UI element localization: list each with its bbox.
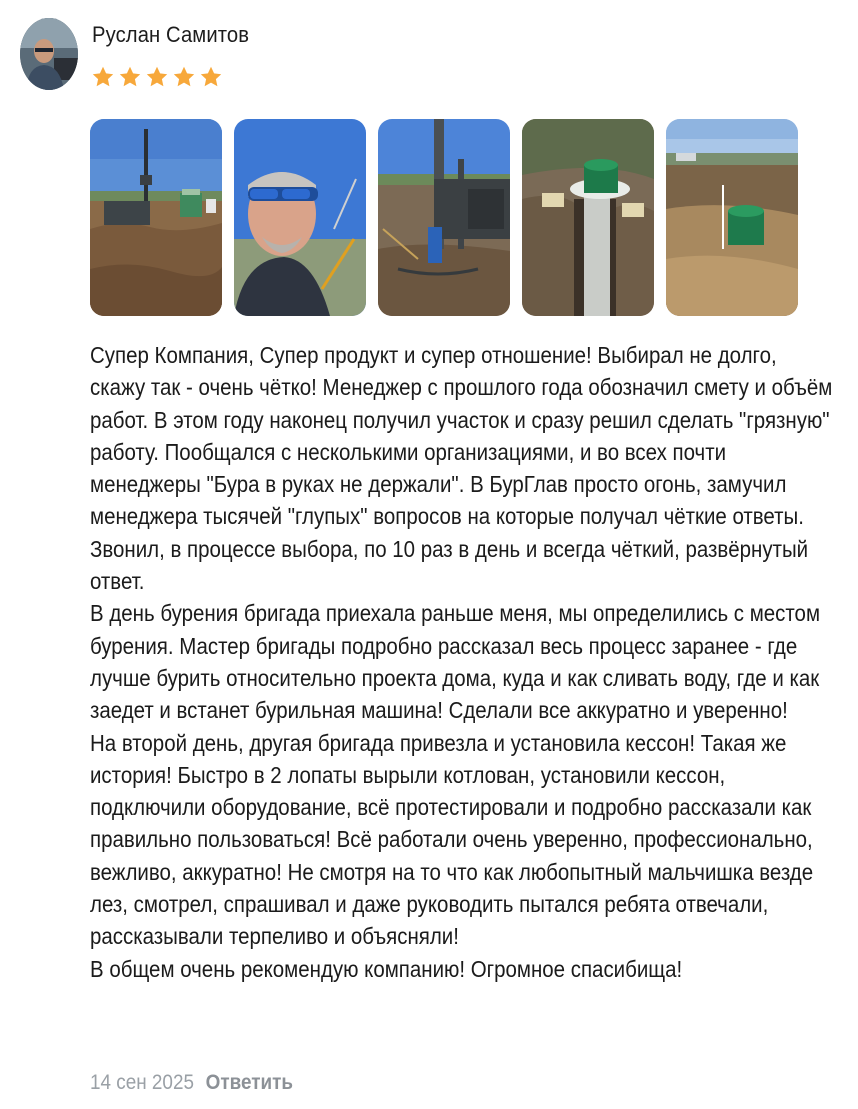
review-paragraph: В день бурения бригада приехала раньше меня, мы определились с местом бурения. Мастер бригады подробно рассказал весь процесс заранее - где лучше бурить относительно проекта дома, куда и как сливать воду, где и как заедет и встанет бурильная машина! Сделали все аккуратно и уверенно! bbox=[90, 600, 821, 724]
photo-drilling-rig[interactable] bbox=[90, 119, 222, 316]
photo-caisson-installed[interactable] bbox=[666, 119, 798, 316]
author-name[interactable]: Руслан Самитов bbox=[92, 22, 250, 47]
review-paragraph: На второй день, другая бригада привезла и установила кессон! Такая же история! Быстро в 2 лопаты вырыли котлован, установили кессон, подключили оборудование, всё протестировали и подробно рассказали как правильно пользоваться! Всё работали очень уверенно, профессионально, вежливо, аккуратно! Не смотря на то что как любопытный мальчишка везде лез, смотрел, спрашивал и даже руководить пытался ребята отвечали, рассказывали терпеливо и объясняли! bbox=[90, 729, 814, 950]
photo-selfie[interactable] bbox=[234, 119, 366, 316]
star-icon bbox=[145, 64, 169, 90]
photo-selfie-image bbox=[234, 119, 366, 316]
reply-button[interactable]: Ответить bbox=[205, 1071, 294, 1094]
review-text bbox=[90, 339, 833, 985]
star-icon bbox=[199, 64, 223, 90]
photo-caisson-trench[interactable] bbox=[522, 119, 654, 316]
star-icon bbox=[91, 64, 115, 90]
photo-drilling-machine-image bbox=[378, 119, 510, 316]
review-date: 14 сен 2025 bbox=[90, 1071, 194, 1094]
star-icon bbox=[118, 64, 142, 90]
photo-caisson-installed-image bbox=[666, 119, 798, 316]
photo-drilling-rig-image bbox=[90, 119, 222, 316]
review-paragraph: В общем очень рекомендую компанию! Огромное спасибища! bbox=[90, 955, 683, 982]
author-avatar[interactable] bbox=[20, 18, 78, 90]
user-avatar-photo-icon bbox=[20, 18, 78, 90]
review-paragraph: Супер Компания, Супер продукт и супер отношение! Выбирал не долго, скажу так - очень чётко! Менеджер с прошлого года обозначил смету и объём работ. В этом году наконец получил участок и сразу решил сделать "грязную" работу. Пообщался с несколькими организациями, и во всех почти менеджеры "Бура в руках не держали". В БурГлав просто огонь, замучил менеджера тысячей "глупых" вопросов на которые получал чёткие ответы. Звонил, в процессе выбора, по 10 раз в день и всегда чёткий, развёрнутый ответ. bbox=[90, 342, 833, 595]
review-photos bbox=[90, 119, 798, 316]
star-icon bbox=[172, 64, 196, 90]
photo-caisson-trench-image bbox=[522, 119, 654, 316]
photo-drilling-machine[interactable] bbox=[378, 119, 510, 316]
review-footer bbox=[90, 1071, 293, 1095]
rating-stars bbox=[91, 64, 223, 90]
